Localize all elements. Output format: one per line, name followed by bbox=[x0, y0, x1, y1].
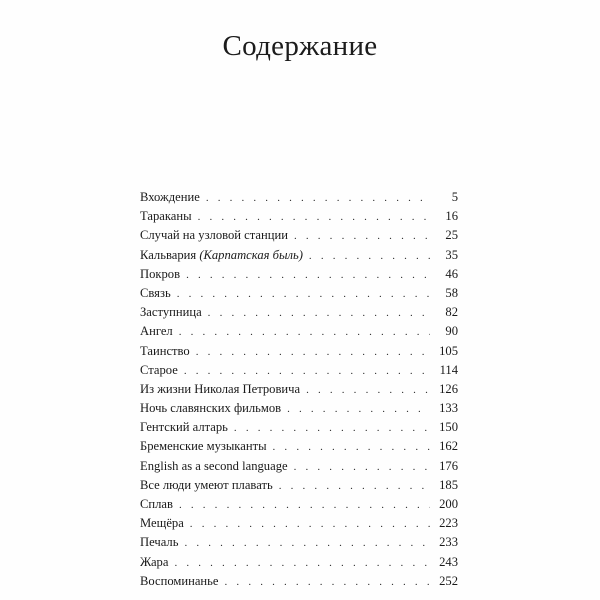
toc-entry-page: 16 bbox=[445, 209, 458, 224]
toc-entry-page: 25 bbox=[445, 228, 458, 243]
toc-entry bbox=[140, 361, 458, 380]
dot-leader bbox=[177, 285, 430, 304]
table-of-contents bbox=[140, 188, 458, 591]
toc-entry bbox=[140, 553, 458, 572]
toc-entry-title: Жара bbox=[140, 554, 169, 569]
dot-leader bbox=[174, 554, 430, 573]
dot-leader bbox=[179, 496, 430, 515]
toc-entry-page: 82 bbox=[445, 305, 458, 320]
dot-leader bbox=[273, 438, 430, 457]
toc-entry-title: Вхождение bbox=[140, 190, 200, 204]
toc-entry-title: Заступница bbox=[140, 305, 202, 320]
dot-leader bbox=[306, 381, 430, 400]
toc-entry-page: 243 bbox=[439, 554, 458, 569]
toc-entry-title: Воспоминанье bbox=[140, 573, 219, 588]
toc-entry-title: Гентский алтарь bbox=[140, 420, 228, 435]
dot-leader bbox=[186, 266, 430, 285]
toc-entry-title: Ночь славянских фильмов bbox=[140, 401, 282, 416]
toc-entry-page: 126 bbox=[439, 381, 458, 396]
toc-entry-page: 46 bbox=[445, 266, 458, 281]
toc-entry bbox=[140, 303, 458, 322]
toc-entry-page: 200 bbox=[439, 497, 458, 511]
toc-entry-title: Тараканы bbox=[140, 209, 192, 224]
toc-entry-title: Все люди умеют плавать bbox=[140, 477, 273, 492]
toc-entry bbox=[140, 495, 458, 514]
toc-entry bbox=[140, 246, 458, 265]
toc-entry-title: Печаль bbox=[140, 535, 179, 550]
dot-leader bbox=[294, 227, 430, 246]
toc-entry-page: 90 bbox=[445, 324, 458, 339]
toc-entry-title: Таинство bbox=[140, 343, 190, 358]
toc-entry-page: 252 bbox=[439, 573, 458, 588]
toc-entry-main-title: Кальвария bbox=[140, 247, 197, 262]
toc-entry bbox=[140, 418, 458, 437]
toc-entry bbox=[140, 322, 458, 341]
toc-entry-title: Бременские музыканты bbox=[140, 439, 267, 454]
dot-leader bbox=[198, 208, 430, 227]
toc-entry-title: Покров bbox=[140, 266, 181, 281]
toc-entry bbox=[140, 514, 458, 533]
toc-entry-subtitle: (Карпатская быль) bbox=[199, 247, 303, 262]
dot-leader bbox=[179, 323, 430, 342]
toc-entry-title: English as a second language bbox=[140, 458, 288, 473]
toc-entry-title: Связь bbox=[140, 285, 171, 300]
toc-entry-page: 233 bbox=[439, 535, 458, 550]
toc-entry bbox=[140, 188, 458, 207]
dot-leader bbox=[294, 458, 430, 477]
dot-leader bbox=[309, 247, 430, 266]
toc-entry bbox=[140, 572, 458, 591]
toc-entry-page: 5 bbox=[451, 190, 458, 204]
toc-entry-title: Мещёра bbox=[140, 516, 184, 531]
toc-entry-page: 150 bbox=[439, 420, 458, 435]
toc-entry-title bbox=[140, 246, 303, 265]
toc-entry bbox=[140, 265, 458, 284]
toc-entry-page: 105 bbox=[439, 343, 458, 358]
dot-leader bbox=[206, 189, 430, 208]
toc-entry bbox=[140, 399, 458, 418]
dot-leader bbox=[184, 362, 430, 381]
dot-leader bbox=[184, 534, 430, 553]
dot-leader bbox=[234, 419, 430, 438]
toc-entry-title: Сплав bbox=[140, 497, 173, 511]
dot-leader bbox=[190, 515, 430, 534]
toc-entry-page: 176 bbox=[439, 458, 458, 473]
toc-entry bbox=[140, 342, 458, 361]
toc-entry-page: 35 bbox=[445, 247, 458, 262]
toc-entry bbox=[140, 533, 458, 552]
toc-entry-title: Старое bbox=[140, 362, 178, 377]
toc-entry-title: Ангел bbox=[140, 324, 173, 339]
toc-entry-page: 133 bbox=[439, 401, 458, 416]
dot-leader bbox=[287, 400, 430, 419]
toc-entry-title: Из жизни Николая Петровича bbox=[140, 381, 301, 396]
toc-entry bbox=[140, 380, 458, 399]
dot-leader bbox=[225, 573, 430, 592]
toc-entry-page: 114 bbox=[439, 362, 458, 377]
dot-leader bbox=[208, 304, 430, 323]
toc-entry bbox=[140, 207, 458, 226]
page-title: Содержание bbox=[222, 30, 378, 62]
toc-entry-page: 185 bbox=[439, 477, 458, 492]
toc-entry-title: Случай на узловой станции bbox=[140, 228, 288, 243]
toc-entry bbox=[140, 437, 458, 456]
toc-entry-page: 223 bbox=[439, 516, 458, 531]
dot-leader bbox=[279, 477, 430, 496]
toc-entry bbox=[140, 476, 458, 495]
toc-entry bbox=[140, 457, 458, 476]
toc-entry-page: 162 bbox=[439, 439, 458, 454]
toc-entry bbox=[140, 284, 458, 303]
toc-entry-page: 58 bbox=[445, 285, 458, 300]
toc-entry bbox=[140, 226, 458, 245]
dot-leader bbox=[196, 343, 430, 362]
